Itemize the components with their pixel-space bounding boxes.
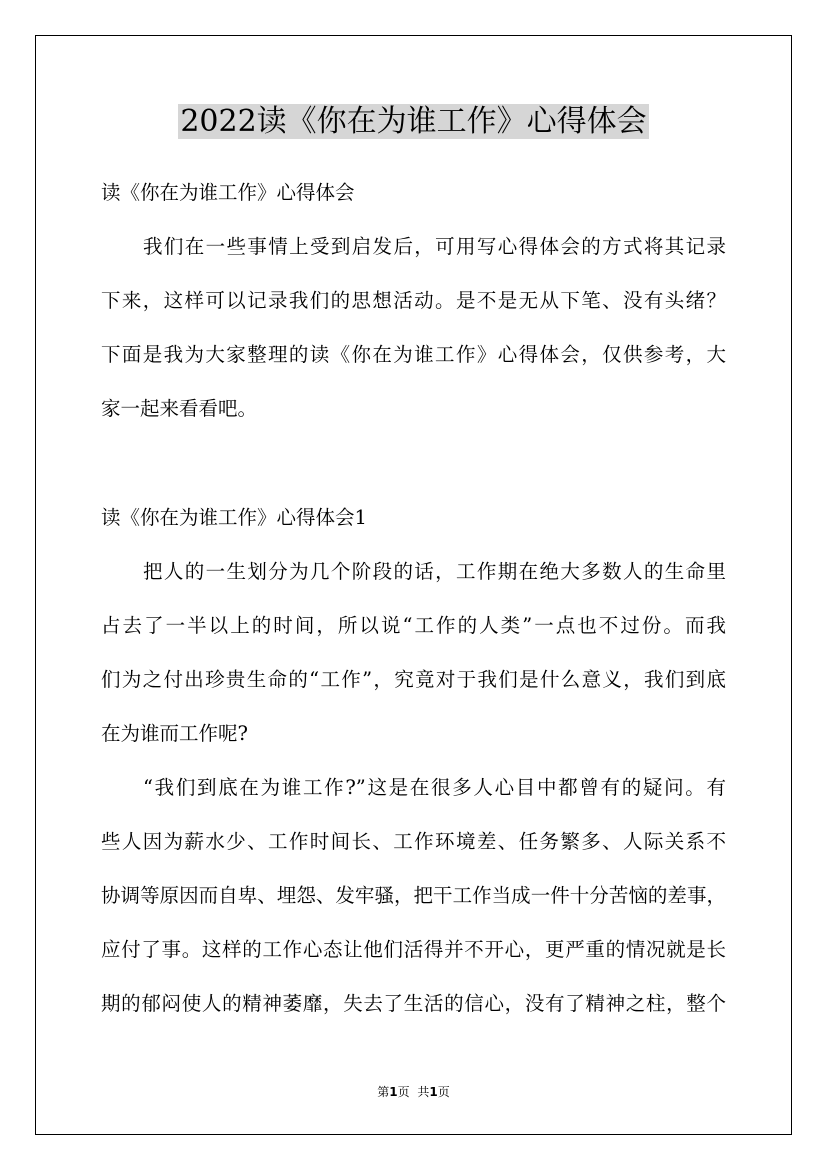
intro-line: 下来，这样可以记录我们的思想活动。是不是无从下笔、没有头绪？ bbox=[101, 289, 726, 312]
document-title bbox=[0, 100, 827, 144]
footer-page-prefix: 第 bbox=[377, 1085, 390, 1099]
para1-line: 占去了一半以上的时间，所以说“工作的人类”一点也不过份。而我 bbox=[101, 614, 726, 637]
para1-line: 把人的一生划分为几个阶段的话，工作期在绝大多数人的生命里 bbox=[143, 560, 726, 583]
para2-line: 期的郁闷使人的精神萎靡，失去了生活的信心，没有了精神之柱，整个 bbox=[101, 992, 726, 1015]
footer-page-number: 1 bbox=[389, 1085, 398, 1099]
intro-line: 我们在一些事情上受到启发后，可用写心得体会的方式将其记录 bbox=[143, 235, 726, 258]
footer-total-prefix: 共 bbox=[417, 1085, 430, 1099]
intro-line: 下面是我为大家整理的读《你在为谁工作》心得体会，仅供参考，大 bbox=[101, 343, 726, 366]
footer-page-suffix: 页 bbox=[397, 1085, 410, 1099]
footer-total-number: 1 bbox=[429, 1085, 438, 1099]
para2-line: 协调等原因而自卑、埋怨、发牢骚，把干工作当成一件十分苦恼的差事， bbox=[101, 884, 726, 907]
para1-line: 在为谁而工作呢? bbox=[101, 722, 248, 745]
section-heading: 读《你在为谁工作》心得体会1 bbox=[101, 506, 367, 529]
para2-line: “我们到底在为谁工作?”这是在很多人心目中都曾有的疑问。有 bbox=[143, 776, 726, 799]
para1-line: 们为之付出珍贵生命的“工作”，究竟对于我们是什么意义，我们到底 bbox=[101, 668, 726, 691]
para2-line: 些人因为薪水少、工作时间长、工作环境差、任务繁多、人际关系不 bbox=[101, 830, 726, 853]
intro-line: 家一起来看看吧。 bbox=[101, 397, 258, 420]
document-title-text: 2022读《你在为谁工作》心得体会 bbox=[180, 104, 647, 139]
page-footer bbox=[0, 1083, 827, 1100]
para2-line: 应付了事。这样的工作心态让他们活得并不开心，更严重的情况就是长 bbox=[101, 938, 726, 961]
subtitle: 读《你在为谁工作》心得体会 bbox=[101, 181, 355, 204]
footer-total-suffix: 页 bbox=[437, 1085, 450, 1099]
